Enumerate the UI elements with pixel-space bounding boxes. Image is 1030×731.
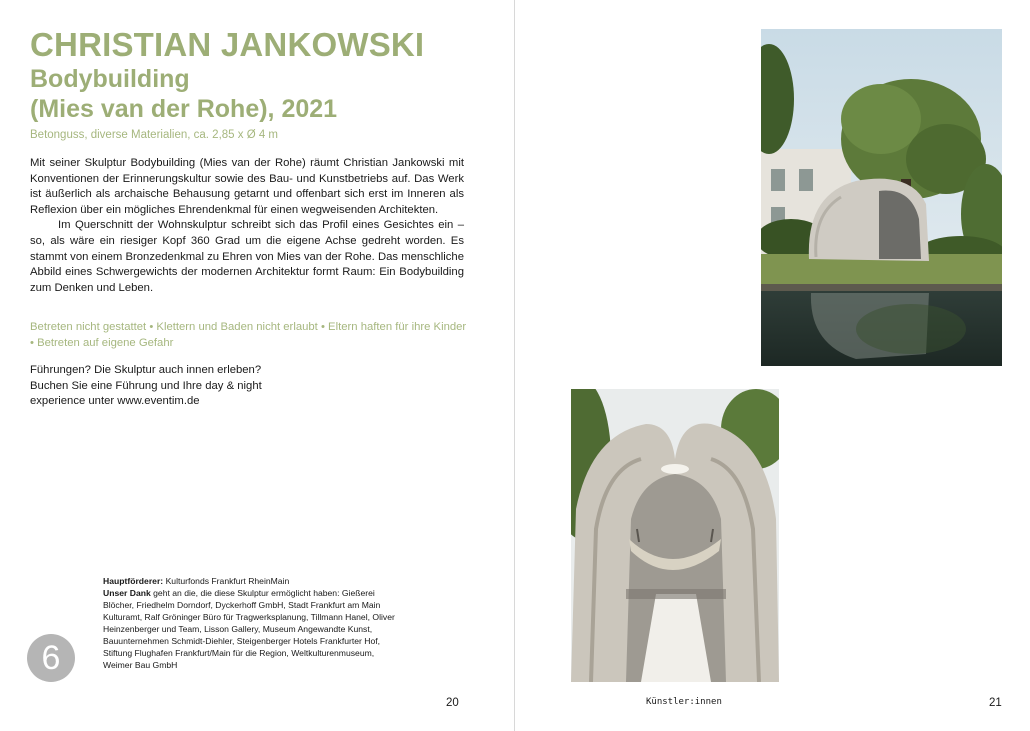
- tour-line-3: experience unter www.eventim.de: [30, 395, 200, 408]
- sponsor-label: Hauptförderer:: [103, 576, 164, 586]
- safety-notice: Betreten nicht gestattet • Klettern und Baden nicht erlaubt • Eltern haften für ihre Kinder • Betreten auf eigene Gefahr: [30, 321, 467, 349]
- thanks-label: Unser Dank: [103, 588, 151, 598]
- section-label: Künstler:innen: [646, 697, 722, 707]
- tour-info: [30, 363, 470, 410]
- sponsor-value: Kulturfonds Frankfurt RheinMain: [165, 576, 290, 586]
- artist-name: CHRISTIAN JANKOWSKI: [30, 26, 425, 63]
- left-page: [0, 0, 514, 731]
- sculpture-interior-image: [571, 389, 779, 682]
- sculpture-exterior-image: [761, 29, 1002, 366]
- page-number-left: 20: [446, 697, 459, 709]
- sponsor-credits: [103, 575, 403, 671]
- materials-line: Betonguss, diverse Materialien, ca. 2,85 x Ø 4 m: [30, 129, 279, 141]
- artwork-number-badge: 6: [27, 634, 75, 682]
- sculpture-interior-photo: [571, 389, 779, 682]
- work-title-line1: Bodybuilding: [30, 65, 190, 93]
- thanks-text: geht an die, die diese Skulptur ermöglicht haben: Gießerei Blöcher, Friedhelm Dorndorf, Dyckerhoff GmbH, Stadt Frankfurt am Main Kulturamt, Ralf Gröninger Büro für Tragwerksplanung, Tillmann Hanel, Oliver Heinzenberger und Team, Lisson Gallery, Museum Angewandte Kunst, Bauunternehmen Schmidt-Diehler, Steigenberger Hotels Frankfurter Hof, Stiftung Flughafen Frankfurt/Main für die Region, Weltkulturenmuseum, Weimer Bau GmbH: [103, 588, 395, 670]
- work-title-line2: (Mies van der Rohe), 2021: [30, 95, 338, 123]
- description-paragraph-1: Mit seiner Skulptur Bodybuilding (Mies van der Rohe) räumt Christian Jankowski mit Konventionen der Erinnerungskultur sowie des Bau- und Kunstbetriebs auf. Das Werk ist äußerlich als archaische Behausung getarnt und offenbart sich erst im Inneren als Reflexion über ein mögliches Ehrendenkmal für einen wegweisenden Architekten.: [30, 157, 464, 216]
- sculpture-exterior-photo: [761, 29, 1002, 366]
- work-title: [30, 64, 337, 124]
- tour-line-2: Buchen Sie eine Führung und Ihre day & night: [30, 379, 262, 392]
- description-paragraph-2: Im Querschnitt der Wohnskulptur schreibt sich das Profil eines Gesichtes ein – so, als wäre ein riesiger Kopf 360 Grad um die eigene Achse gedreht worden. Es stammt von einem Bronzedenkmal zu Ehren von Mies van der Rohe. Das menschliche Abbild eines Schwergewichts der modernen Architektur formt Raum: Ein Bodybuilding zum Denken und Leben.: [30, 219, 464, 294]
- description: [30, 156, 464, 296]
- tour-line-1: Führungen? Die Skulptur auch innen erleben?: [30, 364, 262, 376]
- page-number-right: 21: [989, 697, 1002, 709]
- right-page: [515, 0, 1030, 731]
